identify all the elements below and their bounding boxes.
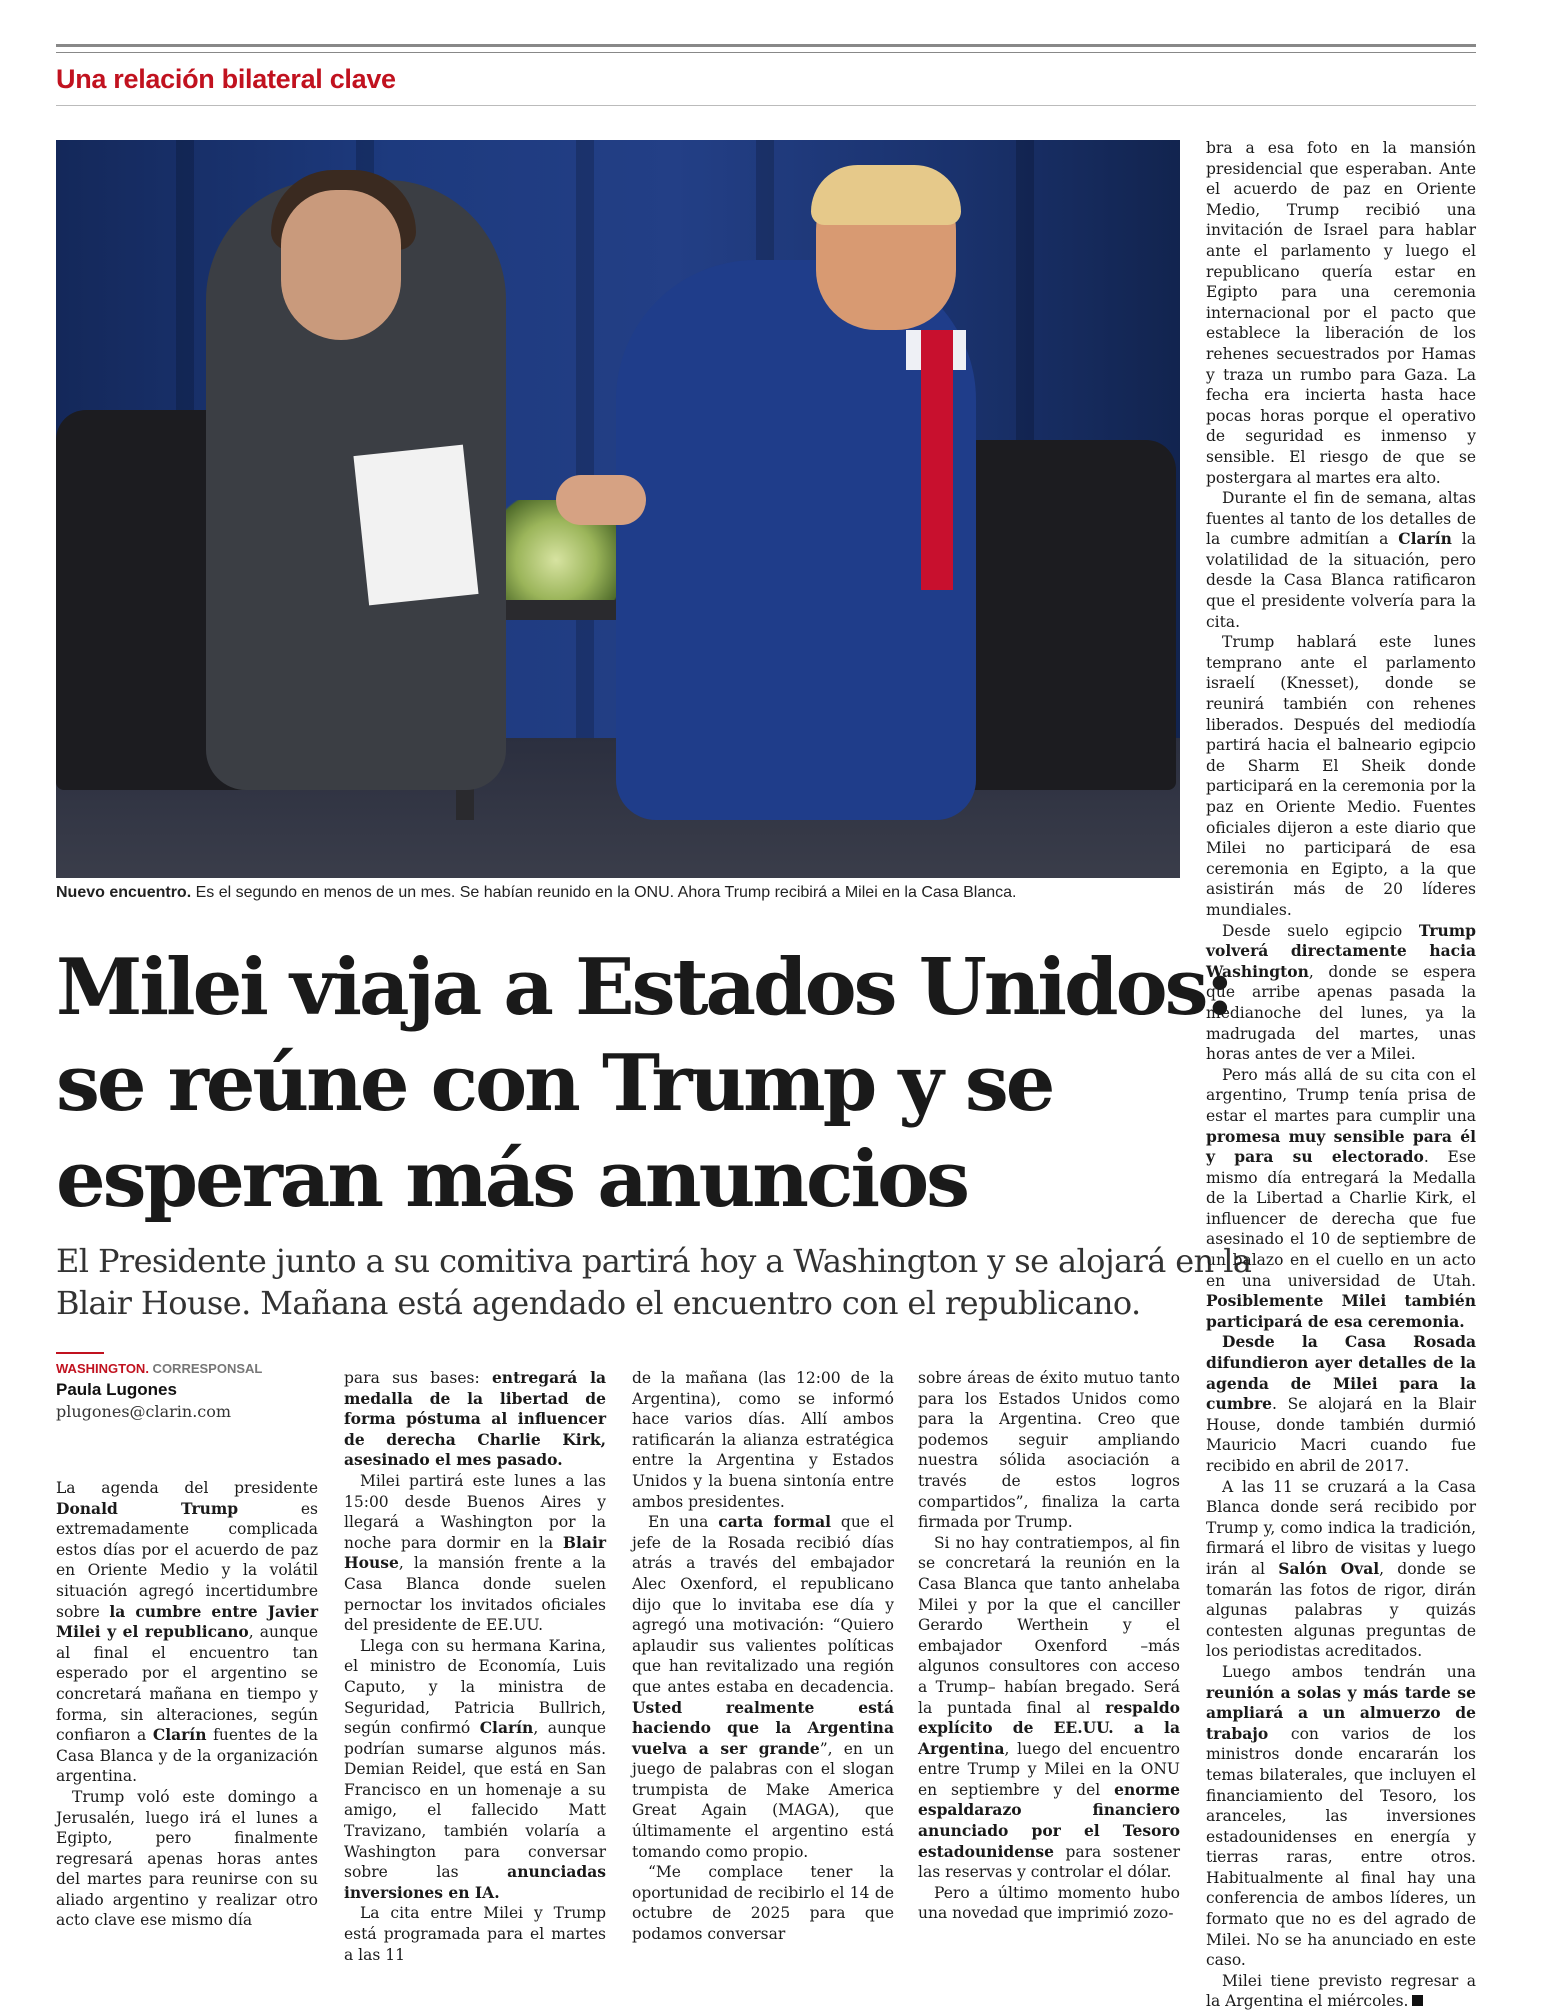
paragraph: “Me complace tener la oportunidad de recibirlo el 14 de octubre de 2025 para que podamos conversar [632,1863,894,1944]
paragraph: Luego ambos tendrán una reunión a solas y más tarde se ampliará a un almuerzo de trabajo con varios de los ministros donde encararán los temas bilaterales, que incluyen el financiamiento del Tesoro, los aranceles, las inversiones estadounidenses en energía y tierras raras, entre otros. Habitualmente al final hay una conferencia de ambos líderes, un formato que no es del agrado de Milei. No se ha anunciado en este caso. [1206,1662,1476,1970]
paragraph: Trump hablará este lunes temprano ante el parlamento israelí (Knesset), donde se reunirá también con rehenes liberados. Después del mediodía partirá hacia el balneario egipcio de Sharm El Sheik donde participará en la ceremonia por la paz en Oriente Medio. Fuentes oficiales dijeron a este diario que Milei no participará de esa ceremonia en Egipto, a la que asistirán más de 20 líderes mundiales. [1206,633,1476,919]
article-column-1 [56,1478,318,1931]
paragraph: Pero a último momento hubo una novedad que imprimió zozo- [918,1883,1180,1923]
paragraph: Desde la Casa Rosada difundieron ayer detalles de la agenda de Milei para la cumbre. Se alojará en la Blair House, donde también durmió Mauricio Macri cuando fue recibido en abril de 2017. [1206,1332,1476,1475]
byline-role: CORRESPONSAL [148,1361,263,1376]
paragraph: La cita entre Milei y Trump está programada para el martes a las 11 [344,1904,606,1964]
paragraph: de la mañana (las 12:00 de la Argentina), como se informó hace varios días. Allí ambos ratificarán la alianza estratégica entre la Argentina y Estados Unidos y la buena sintonía entre ambos presidentes. [632,1369,894,1511]
photo-caption [56,884,1180,902]
author-email[interactable]: plugones@clarin.com [56,1402,232,1421]
subheadline [56,1240,1252,1324]
paragraph: bra a esa foto en la mansión presidencial que esperaban. Ante el acuerdo de paz en Oriente Medio, Trump recibió una invitación de Israel para hablar ante el parlamento y luego el republicano quería estar en Egipto para una ceremonia internacional por el pacto que establece la liberación de los rehenes secuestrados por Hamas y traza un rumbo para Gaza. La fecha era incierta hasta hace pocas horas porque el operativo de seguridad es inmenso y sensible. El riesgo de que se postergara al martes era alto. [1206,139,1476,487]
article-column-5 [1206,138,1476,2012]
paragraph: Pero más allá de su cita con el argentino, Trump tenía prisa de estar el martes para cumplir una promesa muy sensible para él y para su electorado. Ese mismo día entregará la Medalla de la Libertad a Charlie Kirk, el influencer de derecha que fue asesinado el 10 de septiembre de un balazo en el cuello en un acto en una universidad de Utah. Posiblemente Milei también participará de esa ceremonia. [1206,1065,1476,1331]
deck-line2: Blair House. Mañana está agendado el encuentro con el republicano. [56,1284,1141,1322]
paragraph: Milei tiene previsto regresar a la Argentina el miércoles. [1206,1971,1476,2011]
caption-text: Es el segundo en menos de un mes. Se habían reunido en la ONU. Ahora Trump recibirá a Milei en la Casa Blanca. [191,884,1017,901]
caption-lead: Nuevo encuentro. [56,884,192,901]
news-photo [56,140,1180,878]
paragraph: La agenda del presidente Donald Trump es extremadamente complicada estos días por el acuerdo de paz en Oriente Medio y la volátil situación agregó incertidumbre sobre la cumbre entre Javier Milei y el republicano, aunque al final el encuentro tan esperado por el argentino se concretará mañana en tiempo y forma, sin alteraciones, según confiaron a Clarín fuentes de la Casa Blanca y de la organización argentina. [56,1479,319,1786]
top-rule-thin [56,52,1476,53]
article-column-3 [632,1368,894,1945]
paragraph: Durante el fin de semana, altas fuentes al tanto de los detalles de la cumbre admitían a Clarín la volatilidad de la situación, pero desde la Casa Blanca ratificaron que el presidente volvería para la cita. [1206,489,1476,631]
section-label: Una relación bilateral clave [56,64,396,94]
paragraph: sobre áreas de éxito mutuo tanto para los Estados Unidos como para la Argentina. Creo que podemos seguir ampliando nuestra sólida asociación a través de estos logros compartidos”, finaliza la carta firmada por Trump. [918,1369,1180,1532]
article-column-2 [344,1368,606,1965]
headline-line1: Milei viaja a Estados Unidos: [56,942,1232,1033]
handshake [556,475,646,525]
author-name: Paula Lugones [56,1380,177,1399]
byline-location: WASHINGTON. [56,1361,149,1376]
paragraph: Desde suelo egipcio Trump volverá directamente hacia Washington, donde se espera que arribe apenas pasada la medianoche del lunes, ya la madrugada del martes, unas horas antes de ver a Milei. [1206,920,1476,1064]
paragraph: para sus bases: entregará la medalla de la libertad de forma póstuma al influencer de derecha Charlie Kirk, asesinado el mes pasado. [344,1368,606,1470]
paragraph: En una carta formal que el jefe de la Rosada recibió días atrás a través del embajador Alec Oxenford, el republicano dijo que lo invitaba ese día y agregó una motivación: “Quiero aplaudir sus valientes políticas que han revitalizado una región que antes estaba en decadencia. Usted realmente está haciendo que la Argentina vuelva a ser grande”, en un juego de palabras con el slogan trumpista de Make America Great Again (MAGA), que últimamente el argentino está tomando como propio. [632,1512,895,1861]
section-rule [56,105,1476,106]
article-column-4 [918,1368,1180,1924]
top-rule [56,44,1476,47]
paragraph: Si no hay contratiempos, al fin se concretará la reunión en la Casa Blanca que tanto anhelaba Milei y por la que el canciller Gerardo Werthein y el embajador Oxenford –más algunos consultores con acceso a Trump– habían bregado. Será la puntada final al respaldo explícito de EE.UU. a la Argentina, luego del encuentro entre Trump y Milei en la ONU en septiembre y del enorme espaldarazo financiero anunciado por el Tesoro estadounidense para sostener las reservas y controlar el dólar. [918,1533,1180,1882]
byline [56,1352,306,1421]
document [353,445,478,606]
end-of-article-mark [1412,1995,1423,2006]
headline-line3: esperan más anuncios [56,1134,968,1225]
paragraph: Llega con su hermana Karina, el ministro de Economía, Luis Caputo, y la ministra de Seguridad, Patricia Bullrich, según confirmó Clarín, aunque podrían sumarse algunos más. Demian Reidel, que está en San Francisco en un homenaje a su amigo, el fallecido Matt Travizano, también volaría a Washington para conversar sobre las anunciadas inversiones en IA. [344,1636,606,1902]
deck-line1: El Presidente junto a su comitiva partirá hoy a Washington y se alojará en la [56,1242,1252,1280]
paragraph: Trump voló este domingo a Jerusalén, luego irá el lunes a Egipto, pero finalmente regresará apenas horas antes del martes para reunirse con su aliado argentino y realizar otro acto clave ese mismo día [56,1787,318,1930]
paragraph: Milei partirá este lunes a las 15:00 desde Buenos Aires y llegará a Washington por la noche para dormir en la Blair House, la mansión frente a la Casa Blanca donde suelen pernoctar los invitados oficiales del presidente de EE.UU. [344,1471,606,1635]
paragraph: A las 11 se cruzará a la Casa Blanca donde será recibido por Trump y, como indica la tradición, firmará el libro de visitas y luego irán al Salón Oval, donde se tomarán las fotos de rigor, dirán algunas palabras y quizás contesten algunas preguntas de los periodistas acreditados. [1206,1477,1476,1661]
headline-line2: se reúne con Trump y se [56,1038,1053,1129]
headline [56,940,1232,1228]
